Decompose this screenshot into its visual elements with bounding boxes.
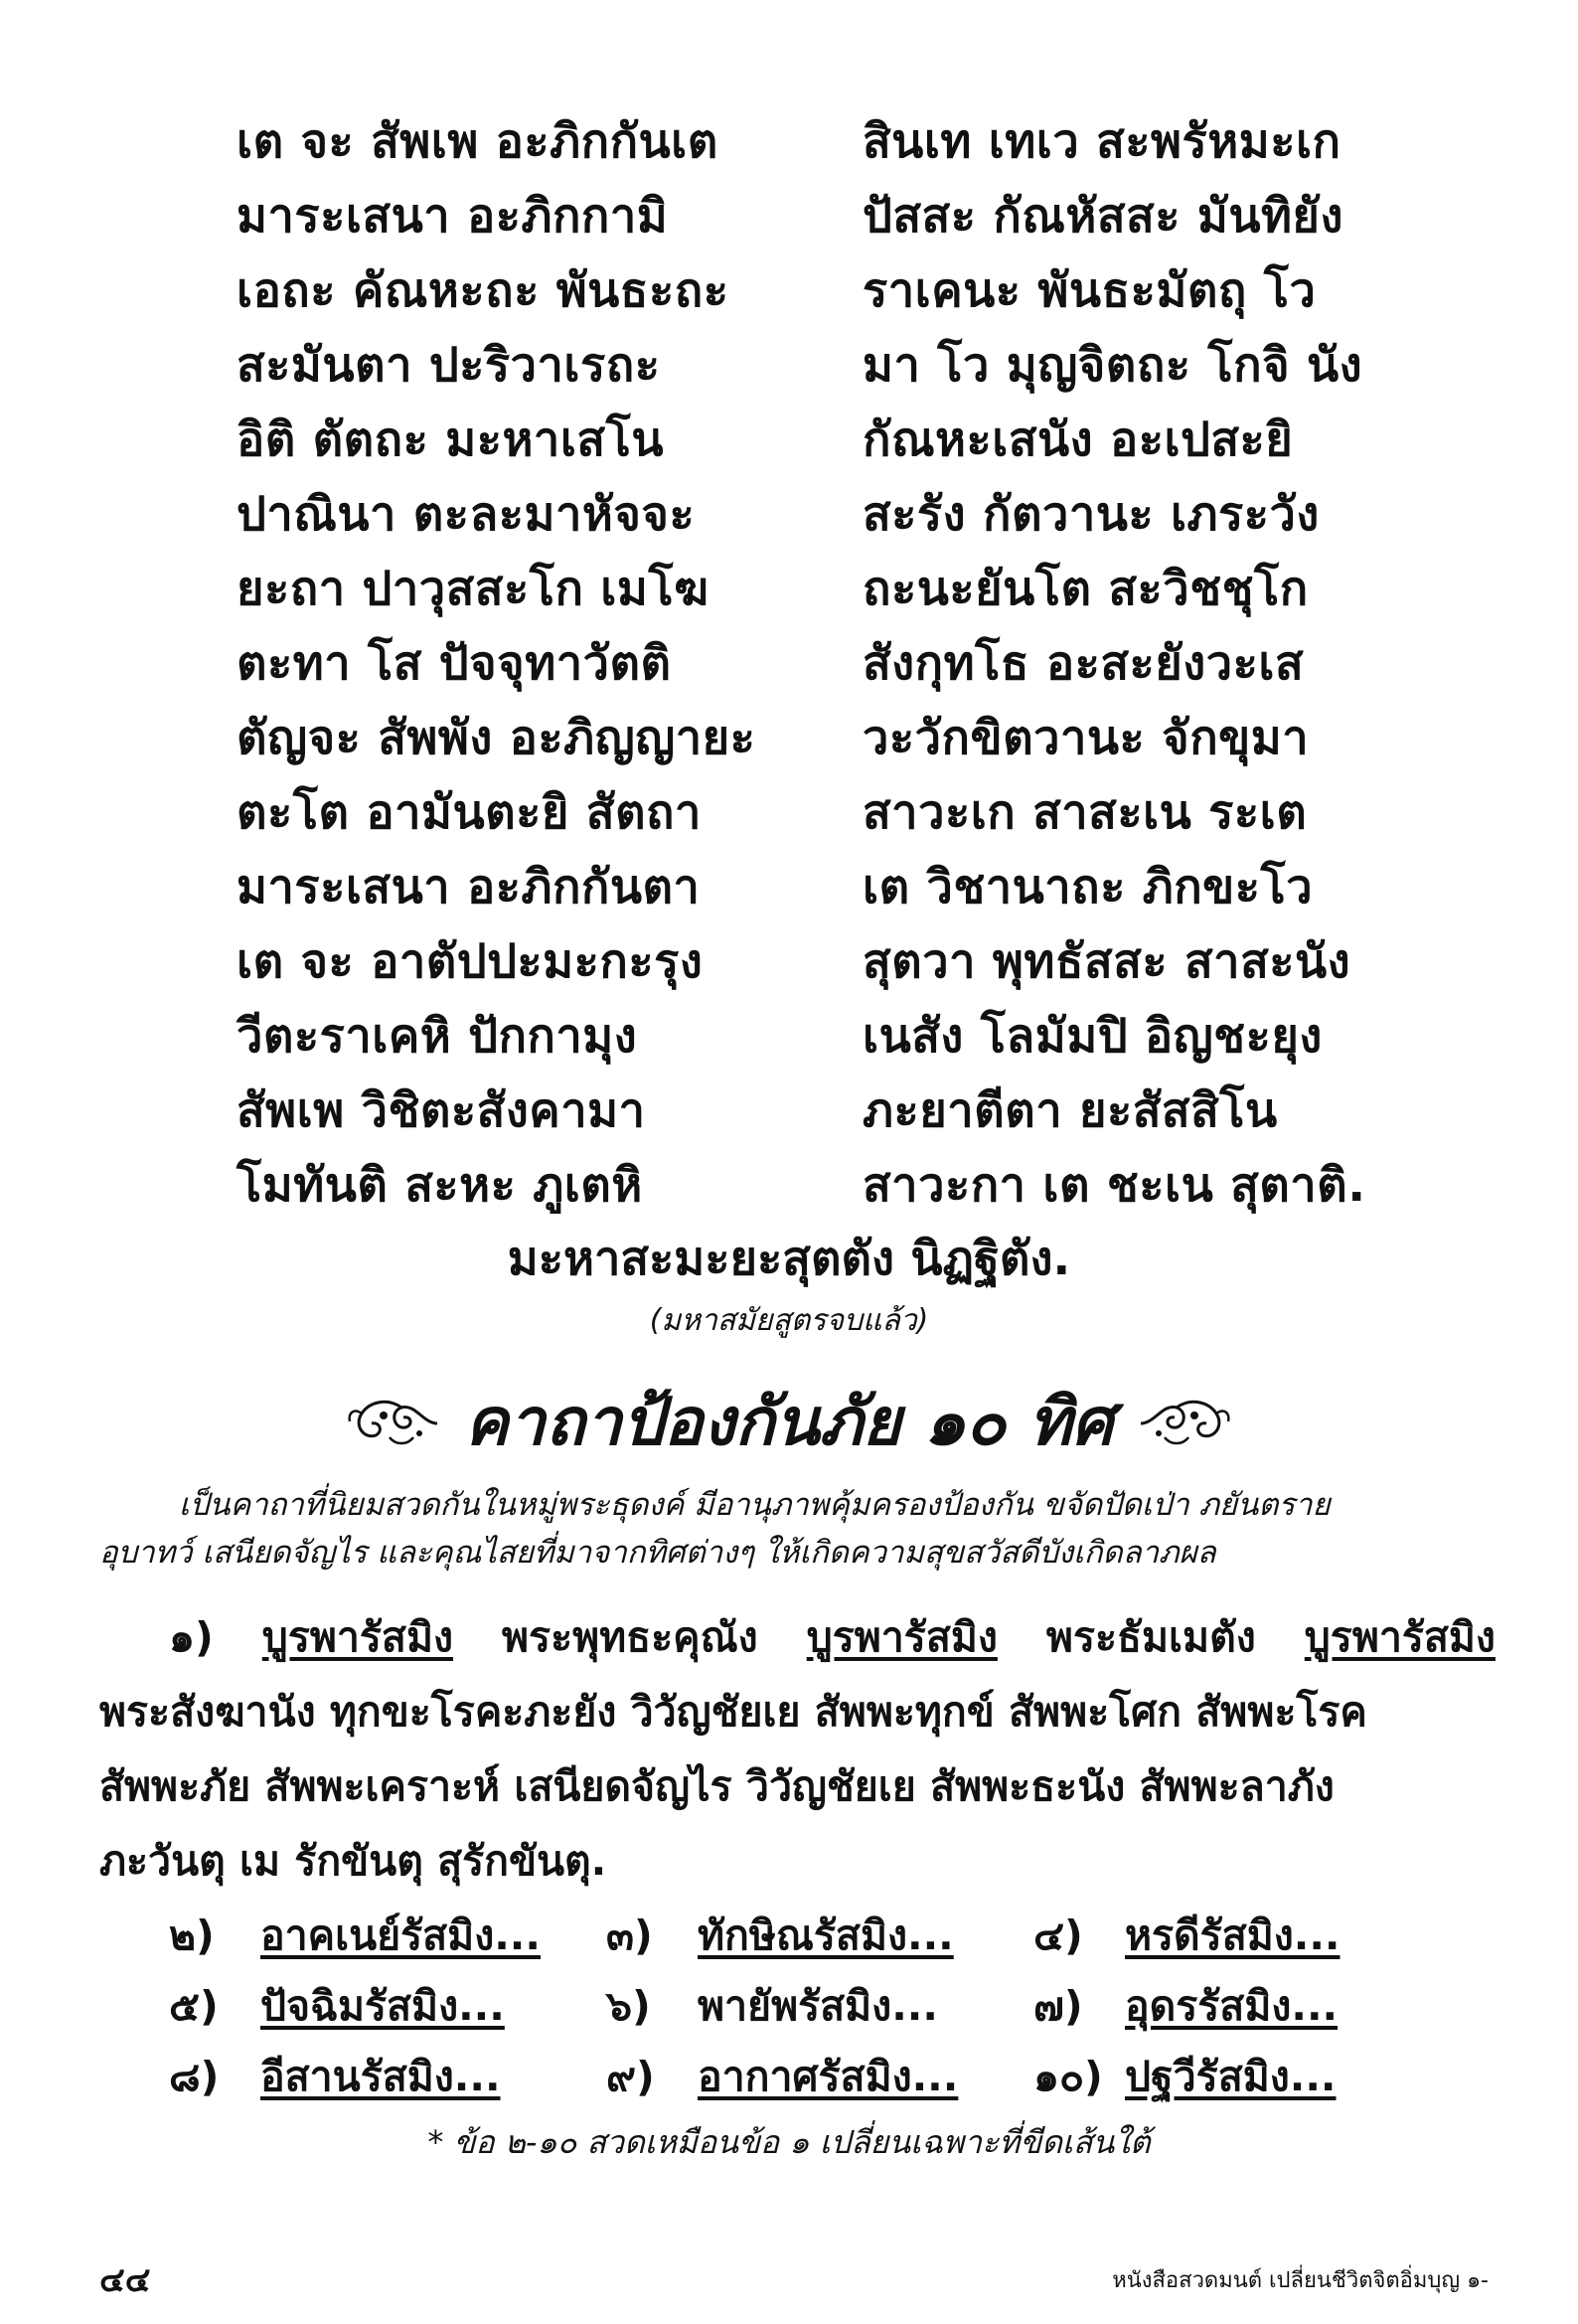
- verse-left: เต จะ สัพเพ อะภิกกันเต: [237, 114, 718, 169]
- direction-word: บูรพารัสมิง: [1304, 1613, 1496, 1661]
- closing-line: มะหาสะมะยะสุตตัง นิฏฐิตัง.: [507, 1232, 1071, 1286]
- verse-right: สังกุทโธ อะสะยังวะเส: [863, 636, 1305, 691]
- verse-row: [237, 849, 1379, 923]
- direction-item: [606, 1904, 1033, 1968]
- chant-word: พระธัมเมตัง: [1045, 1613, 1256, 1661]
- directions-row: [169, 1971, 1411, 2042]
- verse-row: [237, 625, 1379, 700]
- verse-right: กัณหะเสนัง อะเปสะยิ: [863, 413, 1294, 467]
- verse-left: มาระเสนา อะภิกกันตา: [237, 860, 701, 914]
- item-number: ๑): [169, 1613, 214, 1661]
- item-number: ๖): [606, 1982, 651, 2030]
- verse-left: ยะถา ปาวุสสะโก เมโฆ: [237, 562, 710, 616]
- verse-right: สะรัง กัตวานะ เภระวัง: [863, 487, 1320, 542]
- verse-left: สะมันตา ปะริวาเรถะ: [237, 338, 661, 393]
- page-number: ๔๔: [99, 2260, 151, 2300]
- verse-right: วะวักขิตวานะ จักขุมา: [863, 711, 1310, 765]
- verse-row: [237, 476, 1379, 551]
- verse-row: [237, 402, 1379, 476]
- verse-row: [237, 327, 1379, 402]
- directions-list: [169, 1901, 1411, 2112]
- direction-item: [606, 1974, 1033, 2039]
- verse-right: สุตวา พุทธัสสะ สาสะนัง: [863, 934, 1351, 989]
- direction-name: หรดีรัสมิง...: [1125, 1911, 1341, 1959]
- chant-line: สัพพะภัย สัพพะเคราะห์ เสนียดจัญไร วิวัญชัยเย สัพพะธะนัง สัพพะลาภัง: [99, 1762, 1335, 1810]
- verse-left: ปาณินา ตะละมาหัจจะ: [237, 487, 696, 542]
- flourish-left-icon: [344, 1394, 439, 1449]
- direction-word: บูรพารัสมิง: [806, 1613, 998, 1661]
- direction-item: [169, 1974, 606, 2039]
- verse-row: [237, 103, 1379, 178]
- direction-item: [1033, 1974, 1338, 2039]
- direction-item: [169, 2045, 606, 2109]
- verse-right: เต วิชานาถะ ภิกขะโว: [863, 860, 1314, 914]
- direction-name: ปฐวีรัสมิง...: [1125, 2053, 1337, 2100]
- direction-name: อากาศรัสมิง...: [698, 2053, 959, 2100]
- verse-right: ถะนะยันโต สะวิชชุโก: [863, 562, 1309, 616]
- item-number: ๒): [169, 1911, 215, 1959]
- verse-right: สินเท เทเว สะพรัหมะเก: [863, 114, 1341, 169]
- verse-row: [237, 252, 1379, 327]
- verse-row: [237, 700, 1379, 774]
- section-heading: [0, 1372, 1578, 1471]
- verse-right: มา โว มุญจิตถะ โกจิ นัง: [863, 338, 1363, 393]
- item-number: ๙): [606, 2053, 655, 2100]
- verse-left: ตัญจะ สัพพัง อะภิญญายะ: [237, 711, 756, 765]
- chant-line: ภะวันตุ เม รักขันตุ สุรักขันตุ.: [99, 1837, 607, 1885]
- verse-row: [237, 178, 1379, 252]
- direction-item: [169, 1904, 606, 1968]
- verse-left: เอถะ คัณหะถะ พันธะถะ: [237, 263, 729, 318]
- directions-row: [169, 2042, 1411, 2112]
- item-number: ๑๐): [1033, 2053, 1103, 2100]
- chant-paragraph-1: [99, 1600, 1496, 1899]
- intro-paragraph: [99, 1481, 1491, 1577]
- direction-name: อาคเนย์รัสมิง...: [260, 1911, 541, 1959]
- verse-right: ปัสสะ กัณหัสสะ มันทิยัง: [863, 189, 1343, 244]
- direction-item: [1033, 2045, 1337, 2109]
- verse-row: [237, 1147, 1379, 1222]
- verse-right: ราเคนะ พันธะมัตถุ โว: [863, 263, 1317, 318]
- verse-row: [237, 551, 1379, 625]
- verse-left: วีตะราเคหิ ปักกามุง: [237, 1009, 638, 1064]
- verse-right: สาวะเก สาสะเน ระเต: [863, 785, 1308, 840]
- direction-item: [606, 2045, 1033, 2109]
- footnote: * ข้อ ๒-๑๐ สวดเหมือนข้อ ๑ เปลี่ยนเฉพาะที่ขีดเส้นใต้: [427, 2123, 1151, 2161]
- item-number: ๓): [606, 1911, 653, 1959]
- verse-right: เนสัง โลมัมปิ อิญชะยุง: [863, 1009, 1323, 1064]
- verse-left: โมทันติ สะหะ ภูเตหิ: [237, 1158, 643, 1213]
- verse-row: [237, 1073, 1379, 1147]
- verse-left: มาระเสนา อะภิกกามิ: [237, 189, 669, 244]
- chant-word: พระพุทธะคุณัง: [502, 1613, 758, 1661]
- section-title: คาถาป้องกันภัย ๑๐ ทิศ: [464, 1382, 1114, 1460]
- intro-line: อุบาทว์ เสนียดจัญไร และคุณไสยที่มาจากทิศต่างๆ ให้เกิดความสุขสวัสดีบังเกิดลาภผล: [99, 1535, 1216, 1571]
- direction-word: บูรพารัสมิง: [261, 1613, 453, 1661]
- direction-name: ทักษิณรัสมิง...: [698, 1911, 954, 1959]
- item-number: ๘): [169, 2053, 220, 2100]
- verse-row: [237, 774, 1379, 849]
- verse-right: สาวะกา เต ชะเน สุตาติ.: [863, 1158, 1366, 1213]
- direction-name: พายัพรัสมิง...: [698, 1982, 938, 2030]
- item-number: ๕): [169, 1982, 219, 2030]
- item-number: ๔): [1033, 1911, 1083, 1959]
- flourish-right-icon: [1139, 1394, 1234, 1449]
- book-title: หนังสือสวดมนต์ เปลี่ยนชีวิตจิตอิ่มบุญ ๑-: [1112, 2268, 1489, 2293]
- verse-left: ตะทา โส ปัจจุทาวัตติ: [237, 636, 672, 691]
- verse-row: [237, 998, 1379, 1073]
- item-number: ๗): [1033, 1982, 1083, 2030]
- chant-line: [99, 1600, 1496, 1675]
- direction-name: อุดรรัสมิง...: [1125, 1982, 1339, 2030]
- verse-grid: [237, 103, 1379, 1222]
- verse-right: ภะยาตีตา ยะสัสสิโน: [863, 1083, 1278, 1138]
- chant-line: พระสังฆานัง ทุกขะโรคะภะยัง วิวัญชัยเย สัพพะทุกข์ สัพพะโศก สัพพะโรค: [99, 1688, 1367, 1736]
- verse-left: เต จะ อาตัปปะมะกะรุง: [237, 934, 704, 989]
- direction-item: [1033, 1904, 1341, 1968]
- verse-row: [237, 923, 1379, 998]
- intro-line: เป็นคาถาที่นิยมสวดกันในหมู่พระธุดงค์ มีอานุภาพคุ้มครองป้องกัน ขจัดปัดเป่า ภยันตราย: [179, 1487, 1331, 1523]
- directions-row: [169, 1901, 1411, 1971]
- verse-left: อิติ ตัตถะ มะหาเสโน: [237, 413, 664, 467]
- direction-name: ปัจฉิมรัสมิง...: [260, 1982, 505, 2030]
- verse-left: ตะโต อามันตะยิ สัตถา: [237, 785, 702, 840]
- verse-left: สัพเพ วิชิตะสังคามา: [237, 1083, 646, 1138]
- closing-subtitle: (มหาสมัยสูตรจบแล้ว): [649, 1303, 929, 1338]
- direction-name: อีสานรัสมิง...: [260, 2053, 501, 2100]
